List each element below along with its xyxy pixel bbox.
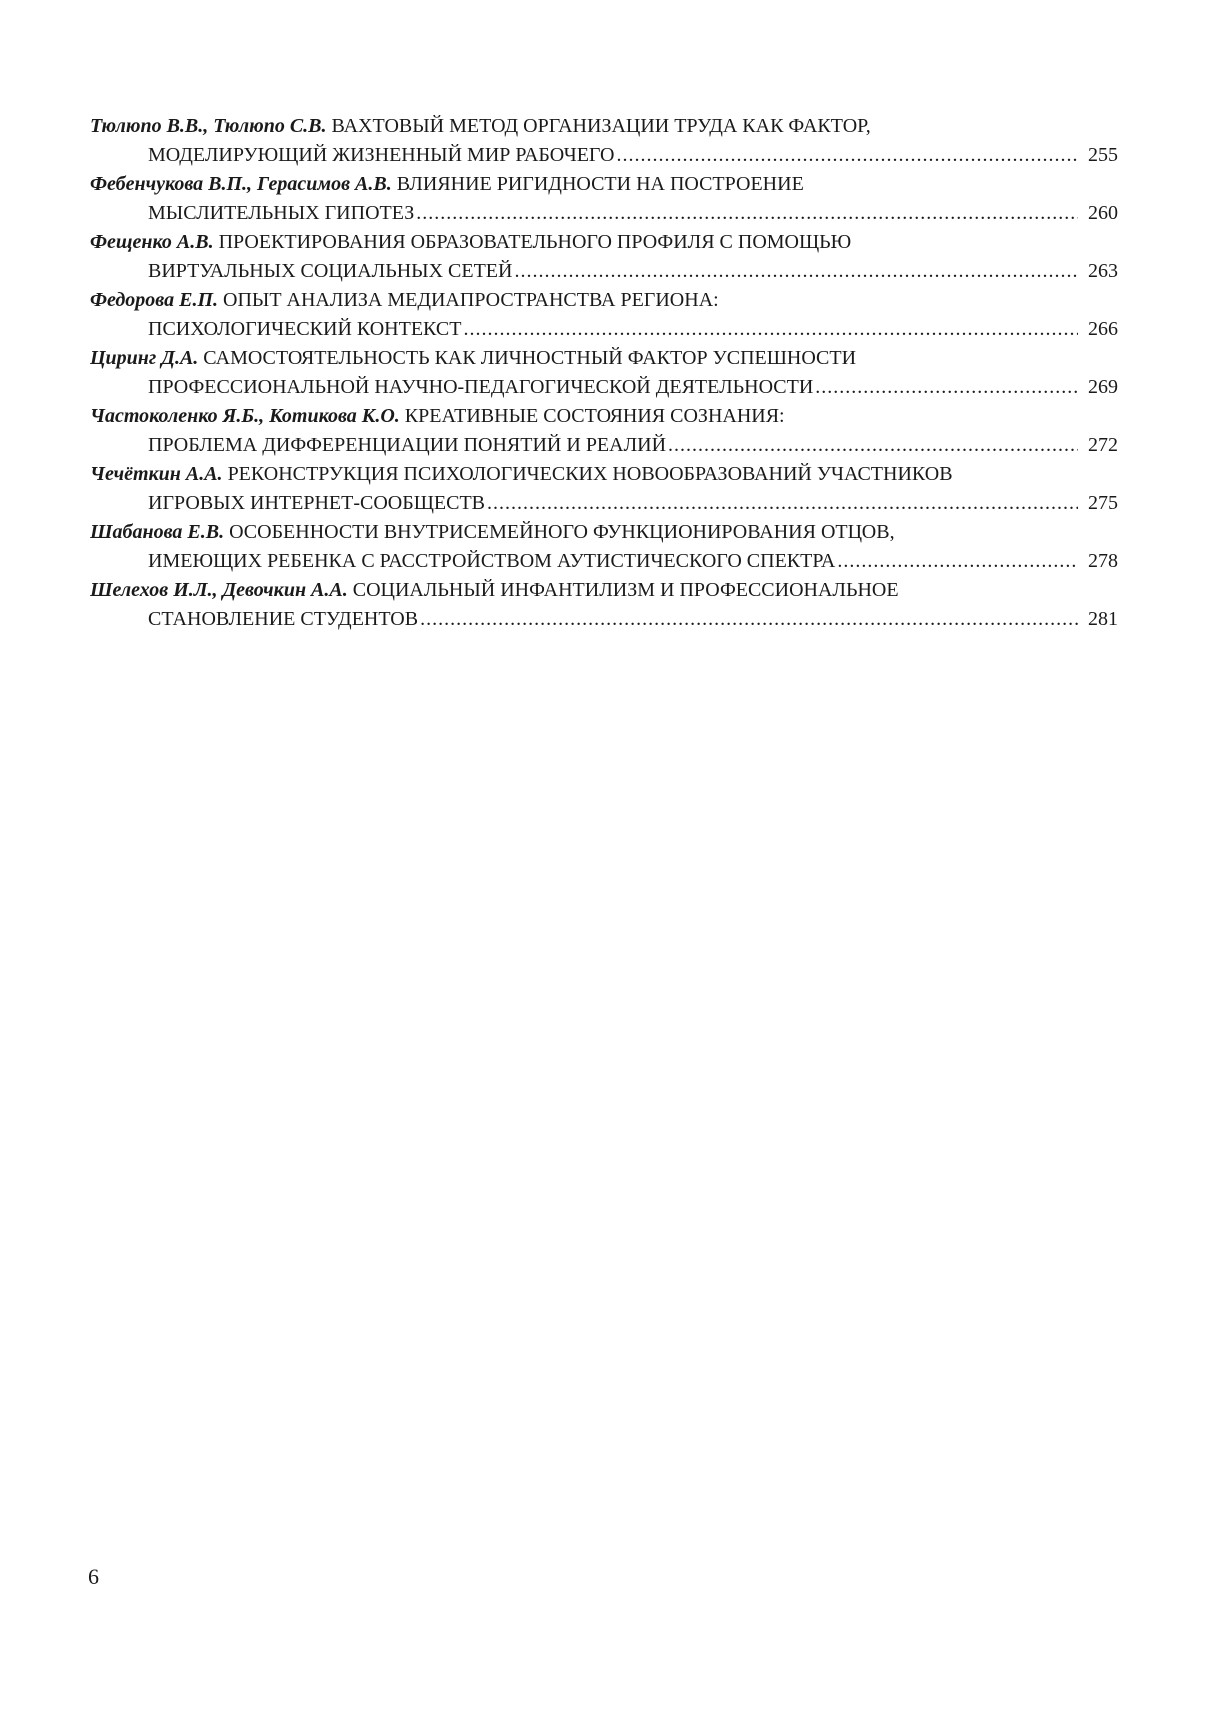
toc-entry-line2: [90, 431, 1118, 460]
toc-entry-line1: [90, 518, 1118, 547]
toc-entry[interactable]: [90, 228, 1118, 286]
toc-entry-title-line2: ИМЕЮЩИХ РЕБЕНКА С РАССТРОЙСТВОМ АУТИСТИЧЕСКОГО СПЕКТРА: [148, 550, 836, 572]
toc-entry-title-line2: ПРОФЕССИОНАЛЬНОЙ НАУЧНО-ПЕДАГОГИЧЕСКОЙ ДЕЯТЕЛЬНОСТИ: [148, 376, 814, 398]
toc-entry-line2: [90, 547, 1118, 576]
toc-entry[interactable]: [90, 518, 1118, 576]
toc-entry[interactable]: [90, 170, 1118, 228]
toc-entry-line1: [90, 228, 1118, 257]
toc-entry-authors: Федорова Е.П.: [90, 289, 218, 311]
toc-entry-page: 260: [1088, 202, 1118, 224]
toc-entry-page: 281: [1088, 608, 1118, 630]
dot-leader: [463, 315, 1078, 344]
toc-entry-title-line2: МОДЕЛИРУЮЩИЙ ЖИЗНЕННЫЙ МИР РАБОЧЕГО: [148, 144, 615, 166]
toc-entry-authors: Тюлюпо В.В., Тюлюпо С.В.: [90, 115, 327, 137]
toc-entry-page: 272: [1088, 434, 1118, 456]
dot-leader: [616, 141, 1078, 170]
toc-entry-authors: Фебенчукова В.П., Герасимов А.В.: [90, 173, 392, 195]
toc-entry-line2: [90, 489, 1118, 518]
toc-entry[interactable]: [90, 402, 1118, 460]
toc-entry-authors: Циринг Д.А.: [90, 347, 199, 369]
toc-entry-page: 269: [1088, 376, 1118, 398]
toc-entry-authors: Частоколенко Я.Б., Котикова К.О.: [90, 405, 400, 427]
toc-entry-title-line1: ВАХТОВЫЙ МЕТОД ОРГАНИЗАЦИИ ТРУДА КАК ФАКТОР,: [331, 115, 871, 137]
toc-entry-line2: [90, 141, 1118, 170]
toc-entry-title-line1: ОПЫТ АНАЛИЗА МЕДИАПРОСТРАНСТВА РЕГИОНА:: [223, 289, 719, 311]
toc-entry-title-line1: САМОСТОЯТЕЛЬНОСТЬ КАК ЛИЧНОСТНЫЙ ФАКТОР УСПЕШНОСТИ: [203, 347, 857, 369]
dot-leader: [420, 605, 1078, 634]
dot-leader: [487, 489, 1078, 518]
page-number: 6: [88, 1564, 99, 1589]
dot-leader: [815, 373, 1078, 402]
toc-entry-title-line2: МЫСЛИТЕЛЬНЫХ ГИПОТЕЗ: [148, 202, 415, 224]
toc-entry[interactable]: [90, 286, 1118, 344]
toc-entry-line1: [90, 576, 1118, 605]
toc-entry[interactable]: [90, 344, 1118, 402]
toc-entry[interactable]: [90, 460, 1118, 518]
toc-entry-line2: [90, 373, 1118, 402]
dot-leader: [514, 257, 1078, 286]
toc-entry-page: 266: [1088, 318, 1118, 340]
toc-entry-line1: [90, 460, 1118, 489]
toc-entry-line1: [90, 112, 1118, 141]
toc-entry-title-line2: ПРОБЛЕМА ДИФФЕРЕНЦИАЦИИ ПОНЯТИЙ И РЕАЛИЙ: [148, 434, 667, 456]
toc-entry[interactable]: [90, 576, 1118, 634]
dot-leader: [416, 199, 1078, 228]
toc-entry-page: 275: [1088, 492, 1118, 514]
toc-entry-authors: Шелехов И.Л., Девочкин А.А.: [90, 579, 348, 601]
toc-entry-line2: [90, 257, 1118, 286]
toc-entry-title-line1: ОСОБЕННОСТИ ВНУТРИСЕМЕЙНОГО ФУНКЦИОНИРОВАНИЯ ОТЦОВ,: [229, 521, 895, 543]
toc-entry-title-line1: ВЛИЯНИЕ РИГИДНОСТИ НА ПОСТРОЕНИЕ: [396, 173, 804, 195]
toc-entry-title-line1: ПРОЕКТИРОВАНИЯ ОБРАЗОВАТЕЛЬНОГО ПРОФИЛЯ С ПОМОЩЬЮ: [218, 231, 852, 253]
toc-entry-page: 278: [1088, 550, 1118, 572]
toc-entry-line2: [90, 199, 1118, 228]
toc-entry-line1: [90, 286, 1118, 315]
toc-entry-title-line1: РЕКОНСТРУКЦИЯ ПСИХОЛОГИЧЕСКИХ НОВООБРАЗОВАНИЙ УЧАСТНИКОВ: [227, 463, 953, 485]
toc-entry-title-line1: СОЦИАЛЬНЫЙ ИНФАНТИЛИЗМ И ПРОФЕССИОНАЛЬНОЕ: [352, 579, 899, 601]
toc-entry-line2: [90, 605, 1118, 634]
toc-entry-page: 263: [1088, 260, 1118, 282]
toc-entry-title-line2: СТАНОВЛЕНИЕ СТУДЕНТОВ: [148, 608, 419, 630]
toc-entry[interactable]: [90, 112, 1118, 170]
toc-entry-authors: Шабанова Е.В.: [90, 521, 225, 543]
toc-entry-line1: [90, 170, 1118, 199]
toc-entry-page: 255: [1088, 144, 1118, 166]
table-of-contents: [90, 112, 1118, 634]
toc-entry-line1: [90, 402, 1118, 431]
toc-entry-title-line2: ПСИХОЛОГИЧЕСКИЙ КОНТЕКСТ: [148, 318, 462, 340]
toc-entry-authors: Чечёткин А.А.: [90, 463, 223, 485]
dot-leader: [837, 547, 1078, 576]
toc-entry-authors: Фещенко А.В.: [90, 231, 214, 253]
toc-entry-line1: [90, 344, 1118, 373]
toc-entry-title-line1: КРЕАТИВНЫЕ СОСТОЯНИЯ СОЗНАНИЯ:: [404, 405, 785, 427]
dot-leader: [668, 431, 1078, 460]
toc-entry-title-line2: ИГРОВЫХ ИНТЕРНЕТ-СООБЩЕСТВ: [148, 492, 486, 514]
toc-entry-line2: [90, 315, 1118, 344]
toc-entry-title-line2: ВИРТУАЛЬНЫХ СОЦИАЛЬНЫХ СЕТЕЙ: [148, 260, 513, 282]
